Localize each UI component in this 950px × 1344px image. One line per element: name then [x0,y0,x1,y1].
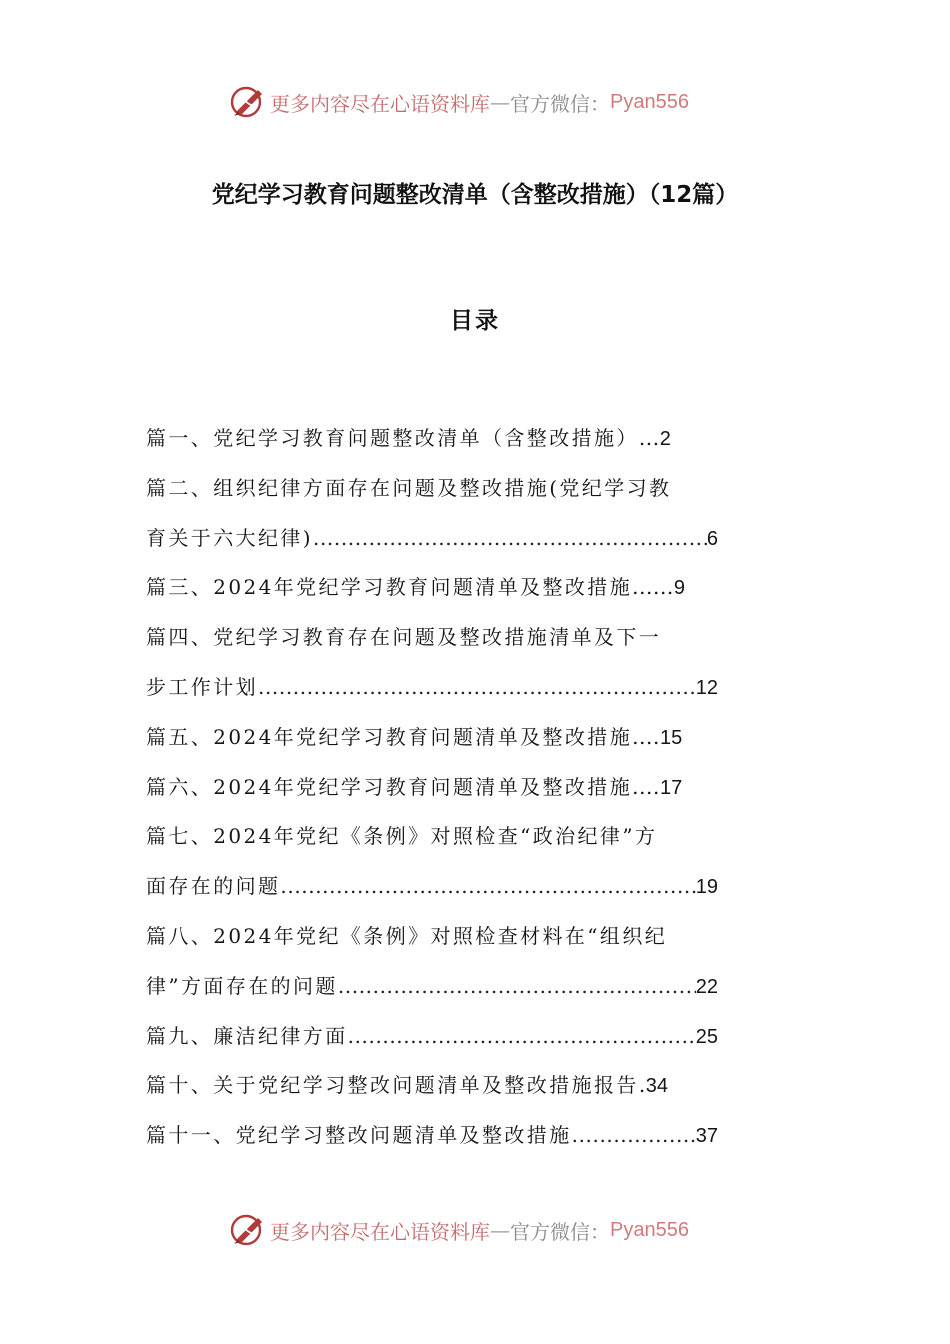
toc-line [146,1111,718,1161]
toc-entry-title: 篇六、2024年党纪学习教育问题清单及整改措施 [146,774,633,799]
toc-entry-title: 篇四、党纪学习教育存在问题及整改措施清单及下一 [146,625,662,650]
toc-page-number: 22 [695,975,718,998]
toc-entry[interactable] [146,912,716,1012]
pen-logo-icon [228,82,268,122]
toc-entry-title-cont: 面存在的问题 [146,874,281,899]
toc-page-number: 34 [645,1075,669,1098]
watermark-banner-bottom [228,1210,689,1250]
toc-page-number: 17 [659,776,683,799]
toc-line [146,912,716,962]
toc-entry-title-cont: 步工作计划 [146,674,258,699]
toc-entry-title-cont: 育关于六大纪律) [146,525,314,550]
toc-entry-title: 篇三、2024年党纪学习教育问题清单及整改措施 [146,575,633,600]
toc-leader-dots: .... [632,724,660,749]
toc-entry-title: 篇九、廉洁纪律方面 [146,1023,348,1048]
toc-leader-dots: .... [632,774,660,799]
watermark-wechat-id: Pyan556 [610,90,689,113]
toc-entry[interactable] [146,1111,716,1161]
toc-page-number: 12 [695,676,718,699]
toc-leader-dots [258,663,696,713]
toc-page-number: 25 [695,1025,718,1048]
toc-entry[interactable] [146,1012,716,1062]
toc-line [146,713,716,763]
watermark-banner-top [228,82,689,122]
toc-leader-dots [338,962,696,1012]
toc-entry[interactable] [146,713,716,763]
toc-page-number: 19 [695,876,718,899]
toc-entry-title: 篇一、党纪学习教育问题整改清单（含整改措施） [146,426,639,450]
toc-entry-title: 篇十一、党纪学习整改问题清单及整改措施 [146,1123,572,1148]
toc-entry[interactable] [146,613,716,713]
toc-leader-dots: . [638,1073,646,1098]
toc-entry[interactable] [146,414,716,464]
toc-entry[interactable] [146,763,716,813]
toc-page-number: 6 [706,527,718,550]
watermark-brand-text: 更多内容尽在心语资料库 [270,91,490,116]
toc-entry-title: 篇十、关于党纪学习整改问题清单及整改措施报告 [146,1073,639,1098]
toc-page-number: 37 [695,1125,718,1148]
table-of-contents [146,414,716,1161]
toc-entry[interactable] [146,563,716,613]
toc-line [146,812,716,862]
toc-page-number: 9 [673,577,685,600]
toc-leader-dots: ... [638,426,660,450]
watermark-wechat-id: Pyan556 [610,1218,689,1241]
toc-page-number: 2 [659,428,671,450]
watermark-dash: — [490,1218,510,1242]
toc-line [146,1012,718,1062]
toc-entry-title: 篇七、2024年党纪《条例》对照检查“政治纪律”方 [146,824,658,849]
toc-heading: 目录 [450,308,500,334]
watermark-wechat-label: 官方微信： [510,1219,610,1244]
toc-entry-title: 篇八、2024年党纪《条例》对照检查材料在“组织纪 [146,923,668,948]
watermark-dash: — [490,90,510,114]
toc-entry[interactable] [146,812,716,912]
toc-line [146,563,716,613]
toc-line [146,763,716,813]
toc-leader-dots [313,514,707,564]
document-title: 党纪学习教育问题整改清单（含整改措施）（12篇） [211,182,739,208]
toc-line [146,663,718,713]
toc-page-number: 15 [659,726,683,749]
toc-leader-dots: ...... [632,575,674,600]
toc-line [146,862,718,912]
watermark-wechat-label: 官方微信： [510,91,610,116]
toc-leader-dots [348,1012,696,1062]
toc-entry-title-cont: 律”方面存在的问题 [146,973,338,998]
toc-line [146,514,718,564]
watermark-brand-text: 更多内容尽在心语资料库 [270,1219,490,1244]
toc-line [146,613,716,663]
toc-line [146,1061,716,1111]
toc-line [146,414,716,464]
toc-entry[interactable] [146,464,716,564]
toc-line [146,962,718,1012]
toc-entry[interactable] [146,1061,716,1111]
toc-line [146,464,716,514]
toc-entry-title: 篇二、组织纪律方面存在问题及整改措施(党纪学习教 [146,475,672,500]
toc-leader-dots [572,1111,696,1161]
toc-leader-dots [280,862,695,912]
toc-entry-title: 篇五、2024年党纪学习教育问题清单及整改措施 [146,724,633,749]
pen-logo-icon [228,1210,268,1250]
